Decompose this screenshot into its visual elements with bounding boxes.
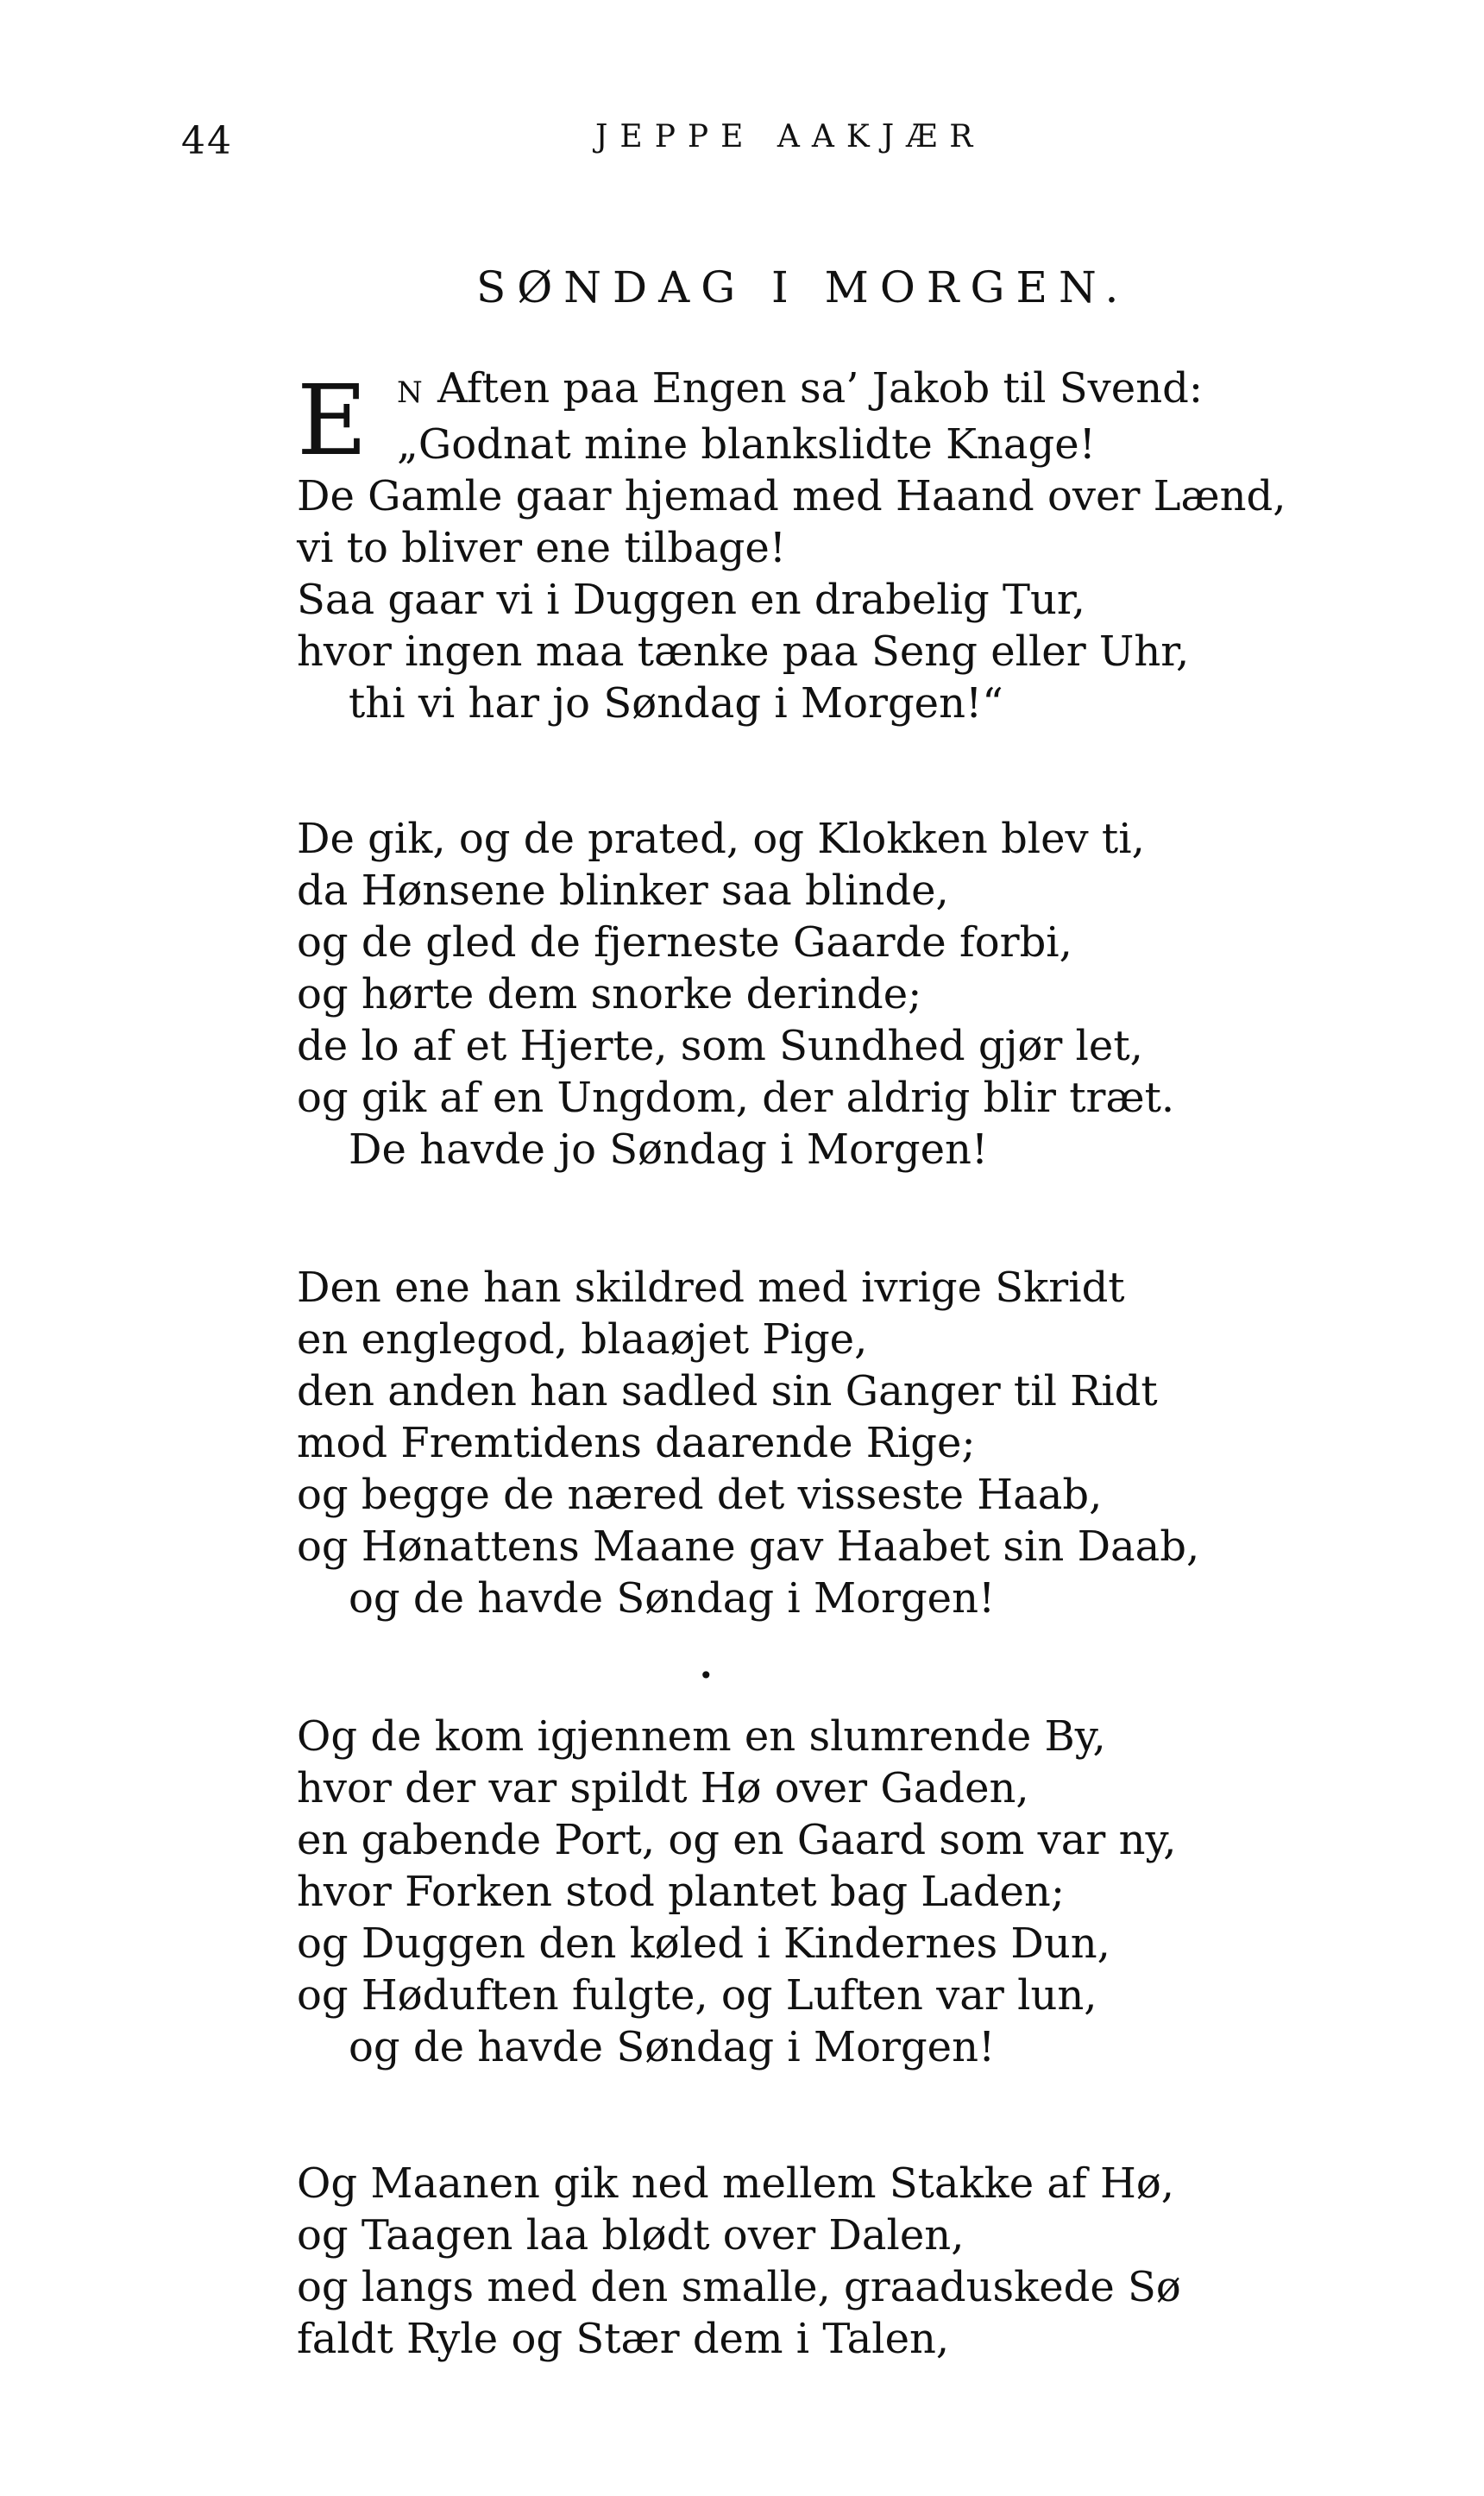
poem-line: Saa gaar vi i Duggen en drabelig Tur, [297, 576, 1085, 624]
poem-line: og Hønattens Maane gav Haabet sin Daab, [297, 1522, 1200, 1571]
poem-line: og hørte dem snorke derinde; [297, 970, 922, 1018]
poem-line: de lo af et Hjerte, som Sundhed gjør let, [297, 1022, 1143, 1070]
poem-line: og gik af en Ungdom, der aldrig blir træt. [297, 1074, 1175, 1122]
poem-line: den anden han sadled sin Ganger til Ridt [297, 1367, 1158, 1415]
poem-line: hvor der var spildt Hø over Gaden, [297, 1764, 1029, 1812]
stanza-3 [297, 1262, 1199, 1624]
poem-line: hvor ingen maa tænke paa Seng eller Uhr, [297, 627, 1190, 676]
poem-line: hvor Forken stod plantet bag Laden; [297, 1868, 1066, 1916]
poem-line: vi to bliver ene tilbage! [297, 524, 787, 572]
poem-line: De Gamle gaar hjemad med Haand over Lænd, [297, 472, 1286, 520]
small-caps-letter: N [397, 375, 424, 410]
stanza-4 [297, 1711, 1176, 2073]
poem-line: og begge de næred det visseste Haab, [297, 1471, 1103, 1519]
first-line-text: Aften paa Engen sa’ Jakob til Svend: [424, 364, 1203, 413]
running-head: JEPPE AAKJÆR [595, 119, 985, 154]
poem-line: en englegod, blaaøjet Pige, [297, 1315, 868, 1364]
poem-line: og de gled de fjerneste Gaarde forbi, [297, 918, 1072, 967]
poem-line: Og de kom igjennem en slumrende By, [297, 1712, 1106, 1761]
poem-line: faldt Ryle og Stær dem i Talen, [297, 2315, 950, 2363]
stanza-2 [297, 813, 1174, 1176]
poem-line: De gik, og de prated, og Klokken blev ti, [297, 815, 1145, 863]
poem-line: Den ene han skildred med ivrige Skridt [297, 1264, 1125, 1312]
poem-title: SØNDAG I MORGEN. [476, 262, 1130, 312]
ornament-dot: • [699, 1661, 714, 1690]
poem-line-1 [297, 362, 1286, 419]
poem-line: og Duggen den køled i Kindernes Dun, [297, 1919, 1110, 1968]
stanza-1 [297, 362, 1286, 729]
poem-line: og langs med den smalle, graaduskede Sø [297, 2263, 1181, 2311]
drop-cap: E [297, 365, 368, 477]
poem-refrain: De havde jo Søndag i Morgen! [349, 1125, 989, 1174]
page-number: 44 [181, 119, 233, 163]
stanza-5 [297, 2158, 1181, 2365]
poem-line: og Høduften fulgte, og Luften var lun, [297, 1971, 1097, 2020]
poem-line: „Godnat mine blankslidte Knage! [397, 420, 1096, 469]
poem-refrain: og de havde Søndag i Morgen! [349, 1574, 996, 1623]
poem-line: og Taagen laa blødt over Dalen, [297, 2211, 965, 2260]
poem-line: da Hønsene blinker saa blinde, [297, 867, 949, 915]
poem-line: Og Maanen gik ned mellem Stakke af Hø, [297, 2159, 1175, 2208]
poem-line: mod Fremtidens daarende Rige; [297, 1419, 976, 1467]
poem-refrain: og de havde Søndag i Morgen! [349, 2023, 996, 2071]
poem-line: en gabende Port, og en Gaard som var ny, [297, 1816, 1177, 1864]
poem-refrain: thi vi har jo Søndag i Morgen!“ [349, 679, 1003, 728]
